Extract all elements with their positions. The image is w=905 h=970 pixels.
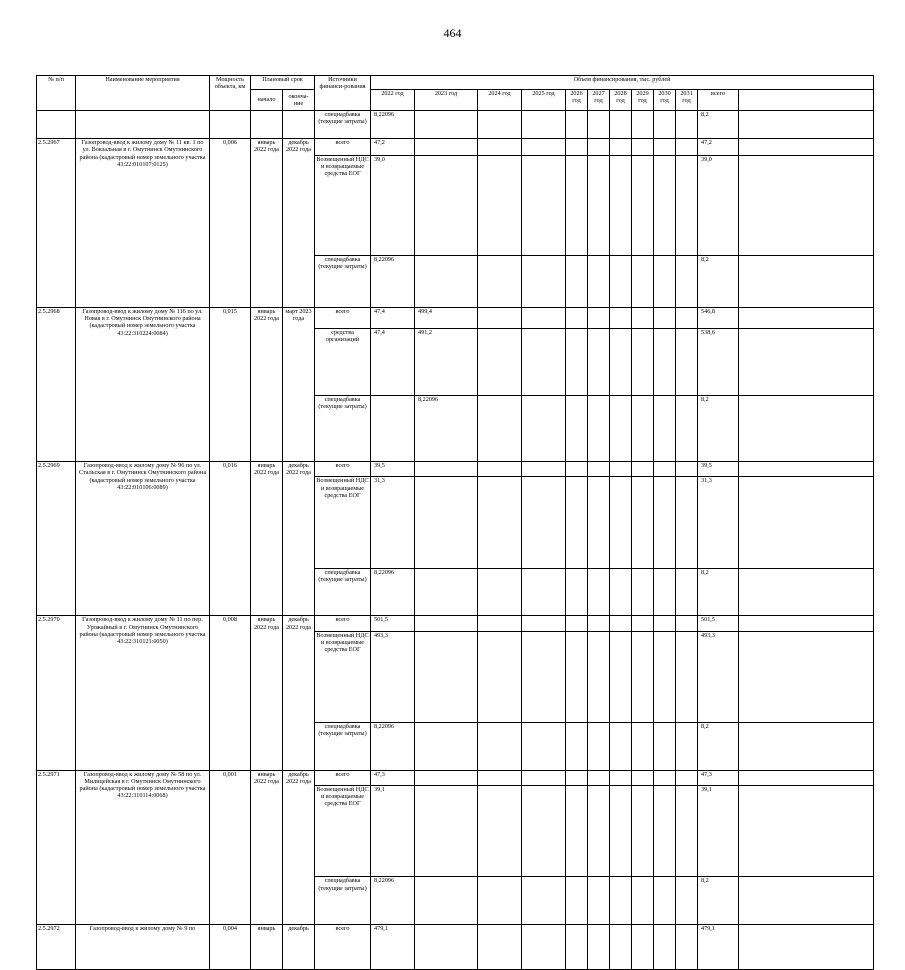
value-empty — [676, 395, 698, 461]
source-cell: спецнадбавка (текущие затраты) — [315, 723, 371, 770]
spacer-cell — [739, 616, 874, 631]
value-total: 538,6 — [698, 329, 739, 395]
value-empty — [610, 462, 632, 477]
value-empty — [478, 395, 522, 461]
record-capacity: 0,016 — [210, 462, 251, 616]
value-2023: 499,4 — [415, 307, 478, 328]
spacer-cell — [739, 462, 874, 477]
record-name: Газопровод-ввод к жилому дому № 9 по — [76, 924, 210, 969]
value-empty — [522, 255, 566, 307]
header-year: 2023 год — [415, 90, 478, 111]
header-source: Источники финанси-рования — [315, 76, 371, 111]
value-empty — [566, 155, 588, 255]
record-end: декабрь 2022 года — [283, 462, 315, 616]
value-empty — [588, 255, 610, 307]
value-empty — [632, 462, 654, 477]
value-empty — [654, 723, 676, 770]
value-empty — [610, 723, 632, 770]
value-empty — [610, 139, 632, 156]
spacer-cell — [739, 155, 874, 255]
value-empty — [610, 395, 632, 461]
value-2023 — [415, 139, 478, 156]
value-empty — [610, 155, 632, 255]
value-empty — [632, 255, 654, 307]
source-cell: спецнадбавка (текущие затраты) — [315, 877, 371, 924]
header-year: 2031 год — [676, 90, 698, 111]
value-2022: 39,5 — [371, 462, 415, 477]
value-empty — [478, 111, 522, 139]
source-cell: спецнадбавка (текущие затраты) — [315, 111, 371, 139]
value-empty — [676, 616, 698, 631]
record-end: декабрь 2022 года — [283, 616, 315, 770]
header-capacity: Мощность объекта, км — [210, 76, 251, 111]
table-header — [37, 76, 874, 111]
source-cell: средства организаций — [315, 329, 371, 395]
value-empty — [522, 785, 566, 877]
value-empty — [522, 329, 566, 395]
value-empty — [478, 770, 522, 785]
table-row — [37, 139, 874, 156]
value-empty — [676, 631, 698, 723]
value-empty — [654, 395, 676, 461]
value-empty — [632, 770, 654, 785]
value-empty — [676, 462, 698, 477]
value-empty — [588, 568, 610, 615]
value-empty — [654, 631, 676, 723]
record-start: январь 2022 года — [251, 616, 283, 770]
value-2022: 8,22096 — [371, 723, 415, 770]
table-row — [37, 307, 874, 328]
value-2022: 47,2 — [371, 139, 415, 156]
value-empty — [522, 568, 566, 615]
value-empty — [478, 139, 522, 156]
value-2022: 8,22096 — [371, 111, 415, 139]
value-empty — [588, 462, 610, 477]
record-name: Газопровод-ввод к жилому дому № 96 по ул. Стальская в г. Омутнинск Омутнинского района (кадастровый номер земельного участка 43:22:010106:0089) — [76, 462, 210, 616]
record-capacity: 0,001 — [210, 770, 251, 924]
value-empty — [588, 139, 610, 156]
value-empty — [632, 395, 654, 461]
value-2022 — [371, 395, 415, 461]
spacer-cell — [739, 477, 874, 569]
spacer-cell — [739, 631, 874, 723]
table-row — [37, 616, 874, 631]
value-empty — [632, 877, 654, 924]
value-empty — [478, 723, 522, 770]
value-empty — [588, 307, 610, 328]
header-year: 2027 год — [588, 90, 610, 111]
spacer-cell — [739, 139, 874, 156]
header-spacer — [739, 90, 874, 111]
header-term-start: начало — [251, 90, 283, 111]
value-empty — [654, 307, 676, 328]
spacer-cell — [739, 329, 874, 395]
header-total: всего — [698, 90, 739, 111]
record-num: 2.5.2967 — [37, 139, 76, 308]
table-body — [37, 111, 874, 970]
header-num: № п/п — [37, 76, 76, 111]
value-total: 47,2 — [698, 139, 739, 156]
value-total: 8,2 — [698, 723, 739, 770]
value-empty — [522, 111, 566, 139]
value-2023 — [415, 723, 478, 770]
value-empty — [566, 255, 588, 307]
value-empty — [610, 770, 632, 785]
header-term-end: оконча-ние — [283, 90, 315, 111]
value-empty — [610, 877, 632, 924]
header-year: 2026 год — [566, 90, 588, 111]
header-year: 2025 год — [522, 90, 566, 111]
value-empty — [654, 877, 676, 924]
value-empty — [566, 307, 588, 328]
value-empty — [610, 785, 632, 877]
value-empty — [566, 462, 588, 477]
record-num: 2.5.2971 — [37, 770, 76, 924]
value-empty — [478, 568, 522, 615]
value-empty — [632, 307, 654, 328]
value-empty — [522, 307, 566, 328]
record-num: 2.5.2968 — [37, 307, 76, 461]
value-total: 479,1 — [698, 924, 739, 969]
value-empty — [654, 616, 676, 631]
value-empty — [654, 155, 676, 255]
table-row — [37, 111, 874, 139]
value-2022: 479,1 — [371, 924, 415, 969]
spacer-cell — [739, 785, 874, 877]
empty-cell — [210, 111, 251, 139]
value-empty — [522, 462, 566, 477]
value-2023: 8,22096 — [415, 395, 478, 461]
spacer-cell — [739, 395, 874, 461]
empty-cell — [251, 111, 283, 139]
value-empty — [522, 477, 566, 569]
value-total: 39,5 — [698, 462, 739, 477]
header-year: 2024 год — [478, 90, 522, 111]
value-2023: 491,2 — [415, 329, 478, 395]
value-empty — [654, 770, 676, 785]
value-empty — [566, 477, 588, 569]
value-2023 — [415, 616, 478, 631]
page-number: 464 — [443, 26, 462, 40]
source-cell: спецнадбавка (текущие затраты) — [315, 395, 371, 461]
value-empty — [566, 395, 588, 461]
value-empty — [522, 631, 566, 723]
value-empty — [478, 924, 522, 969]
value-empty — [632, 329, 654, 395]
record-name: Газопровод-ввод к жилому дому № 58 по ул. Милицейская в г. Омутнинск Омутнинского района (кадастровый номер земельного участка 43:22:310114:0068) — [76, 770, 210, 924]
value-2022: 39,0 — [371, 155, 415, 255]
source-cell: всего — [315, 462, 371, 477]
value-empty — [610, 568, 632, 615]
value-2023 — [415, 255, 478, 307]
record-start: январь 2022 года — [251, 770, 283, 924]
value-2022: 493,3 — [371, 631, 415, 723]
financing-table — [36, 75, 874, 970]
value-empty — [478, 477, 522, 569]
header-year: 2028 год — [610, 90, 632, 111]
value-empty — [566, 770, 588, 785]
value-empty — [632, 631, 654, 723]
record-name: Газопровод-ввод к жилому дому № 116 по ул. Новая в г. Омутнинск Омутнинского района (кадастровый номер земельного участка 43:22:310224:0084) — [76, 307, 210, 461]
value-total: 8,2 — [698, 877, 739, 924]
value-2023 — [415, 477, 478, 569]
source-cell: всего — [315, 139, 371, 156]
value-2023 — [415, 877, 478, 924]
value-2023 — [415, 631, 478, 723]
value-empty — [610, 111, 632, 139]
value-empty — [566, 329, 588, 395]
spacer-cell — [739, 307, 874, 328]
header-year: 2029 год — [632, 90, 654, 111]
value-2023 — [415, 568, 478, 615]
value-empty — [610, 631, 632, 723]
value-empty — [588, 616, 610, 631]
source-cell: всего — [315, 307, 371, 328]
value-empty — [632, 785, 654, 877]
value-total: 546,8 — [698, 307, 739, 328]
spacer-cell — [739, 924, 874, 969]
value-empty — [676, 924, 698, 969]
record-num: 2.5.2969 — [37, 462, 76, 616]
value-empty — [588, 395, 610, 461]
value-empty — [676, 329, 698, 395]
source-cell: всего — [315, 770, 371, 785]
value-empty — [632, 477, 654, 569]
value-empty — [522, 924, 566, 969]
value-empty — [478, 255, 522, 307]
value-empty — [654, 255, 676, 307]
value-2023 — [415, 462, 478, 477]
record-start: январь 2022 года — [251, 139, 283, 308]
value-empty — [632, 924, 654, 969]
value-empty — [632, 723, 654, 770]
value-empty — [588, 785, 610, 877]
value-empty — [632, 616, 654, 631]
source-cell: всего — [315, 616, 371, 631]
value-empty — [588, 723, 610, 770]
value-2022: 47,4 — [371, 329, 415, 395]
value-empty — [478, 631, 522, 723]
source-cell: всего — [315, 924, 371, 969]
value-empty — [676, 307, 698, 328]
record-capacity: 0,008 — [210, 616, 251, 770]
value-empty — [588, 155, 610, 255]
record-end: декабрь 2022 года — [283, 770, 315, 924]
value-empty — [522, 770, 566, 785]
empty-cell — [283, 111, 315, 139]
value-empty — [566, 111, 588, 139]
value-empty — [478, 616, 522, 631]
value-empty — [610, 924, 632, 969]
source-cell: Возмещенный НДС и возвращаемые средства ЕОГ — [315, 785, 371, 877]
table-row — [37, 770, 874, 785]
value-empty — [632, 155, 654, 255]
value-2023 — [415, 155, 478, 255]
value-empty — [588, 924, 610, 969]
value-total: 39,0 — [698, 155, 739, 255]
value-empty — [632, 568, 654, 615]
source-cell: Возмещенный НДС и возвращаемые средства ЕОГ — [315, 631, 371, 723]
empty-cell — [37, 111, 76, 139]
record-end: декабрь — [283, 924, 315, 969]
record-end: март 2023 года — [283, 307, 315, 461]
value-empty — [522, 395, 566, 461]
value-empty — [676, 770, 698, 785]
header-year: 2022 год — [371, 90, 415, 111]
header-volume: Объем финансирования, тыс. рублей — [371, 76, 874, 90]
record-name: Газопровод-ввод к жилому дому № 11 по пер. Урожайный в г. Омутнинск Омутнинского района (кадастровый номер земельного участка 43:22:310121:0050) — [76, 616, 210, 770]
value-empty — [676, 139, 698, 156]
value-empty — [566, 785, 588, 877]
value-2023 — [415, 111, 478, 139]
value-2023 — [415, 770, 478, 785]
value-empty — [632, 111, 654, 139]
value-empty — [522, 723, 566, 770]
record-capacity: 0,015 — [210, 307, 251, 461]
value-empty — [588, 329, 610, 395]
value-2022: 47,4 — [371, 307, 415, 328]
spacer-cell — [739, 877, 874, 924]
value-total: 8,2 — [698, 255, 739, 307]
source-cell: Возмещенный НДС и возвращаемые средства ЕОГ — [315, 477, 371, 569]
spacer-cell — [739, 111, 874, 139]
value-empty — [588, 477, 610, 569]
value-empty — [610, 616, 632, 631]
value-empty — [478, 785, 522, 877]
value-empty — [654, 139, 676, 156]
spacer-cell — [739, 255, 874, 307]
record-capacity: 0,006 — [210, 139, 251, 308]
value-empty — [566, 616, 588, 631]
record-name: Газопровод-ввод к жилому дому № 11 кв. 1 по ул. Вокзальная в г. Омутнинск Омутнинского района (кадастровый номер земельного участка 43:22:010107:0125) — [76, 139, 210, 308]
value-total: 8,2 — [698, 568, 739, 615]
value-empty — [522, 155, 566, 255]
source-cell: спецнадбавка (текущие затраты) — [315, 568, 371, 615]
header-year: 2030 год — [654, 90, 676, 111]
source-cell: Возмещенный НДС и возвращаемые средства ЕОГ — [315, 155, 371, 255]
record-capacity: 0,004 — [210, 924, 251, 969]
value-empty — [588, 877, 610, 924]
value-empty — [566, 568, 588, 615]
value-empty — [588, 770, 610, 785]
table-row — [37, 924, 874, 969]
value-2022: 47,3 — [371, 770, 415, 785]
value-empty — [478, 329, 522, 395]
value-empty — [676, 255, 698, 307]
value-empty — [522, 877, 566, 924]
value-empty — [654, 568, 676, 615]
header-name: Наименование мероприятия — [76, 76, 210, 111]
value-empty — [610, 329, 632, 395]
value-empty — [478, 877, 522, 924]
record-end: декабрь 2022 года — [283, 139, 315, 308]
value-empty — [632, 139, 654, 156]
value-total: 31,3 — [698, 477, 739, 569]
spacer-cell — [739, 770, 874, 785]
value-empty — [566, 924, 588, 969]
value-empty — [588, 111, 610, 139]
value-total: 501,5 — [698, 616, 739, 631]
value-2023 — [415, 785, 478, 877]
record-start: январь — [251, 924, 283, 969]
value-empty — [676, 477, 698, 569]
record-num: 2.5.2972 — [37, 924, 76, 969]
value-empty — [566, 631, 588, 723]
value-total: 47,3 — [698, 770, 739, 785]
value-empty — [522, 616, 566, 631]
value-empty — [415, 924, 478, 969]
value-empty — [478, 307, 522, 328]
value-empty — [654, 462, 676, 477]
record-start: январь 2022 года — [251, 307, 283, 461]
value-2022: 39,1 — [371, 785, 415, 877]
value-total: 39,1 — [698, 785, 739, 877]
spacer-cell — [739, 568, 874, 615]
value-empty — [676, 568, 698, 615]
value-empty — [654, 477, 676, 569]
value-total: 8,2 — [698, 111, 739, 139]
value-empty — [566, 139, 588, 156]
value-empty — [676, 111, 698, 139]
source-cell: спецнадбавка (текущие затраты) — [315, 255, 371, 307]
empty-cell — [76, 111, 210, 139]
value-empty — [676, 877, 698, 924]
value-2022: 8,22096 — [371, 255, 415, 307]
value-empty — [522, 139, 566, 156]
value-empty — [654, 329, 676, 395]
value-2022: 31,3 — [371, 477, 415, 569]
value-empty — [610, 255, 632, 307]
value-empty — [654, 924, 676, 969]
value-total: 8,2 — [698, 395, 739, 461]
value-2022: 501,5 — [371, 616, 415, 631]
value-total: 493,3 — [698, 631, 739, 723]
record-start: январь 2022 года — [251, 462, 283, 616]
header-term: Плановый срок — [251, 76, 315, 90]
value-empty — [566, 877, 588, 924]
value-empty — [566, 723, 588, 770]
value-2022: 8,22096 — [371, 568, 415, 615]
value-empty — [478, 462, 522, 477]
value-empty — [676, 155, 698, 255]
spacer-cell — [739, 723, 874, 770]
value-empty — [478, 155, 522, 255]
value-empty — [654, 785, 676, 877]
table-row — [37, 462, 874, 477]
value-empty — [654, 111, 676, 139]
value-2022: 8,22096 — [371, 877, 415, 924]
value-empty — [676, 723, 698, 770]
record-num: 2.5.2970 — [37, 616, 76, 770]
value-empty — [588, 631, 610, 723]
value-empty — [676, 785, 698, 877]
value-empty — [610, 307, 632, 328]
value-empty — [610, 477, 632, 569]
